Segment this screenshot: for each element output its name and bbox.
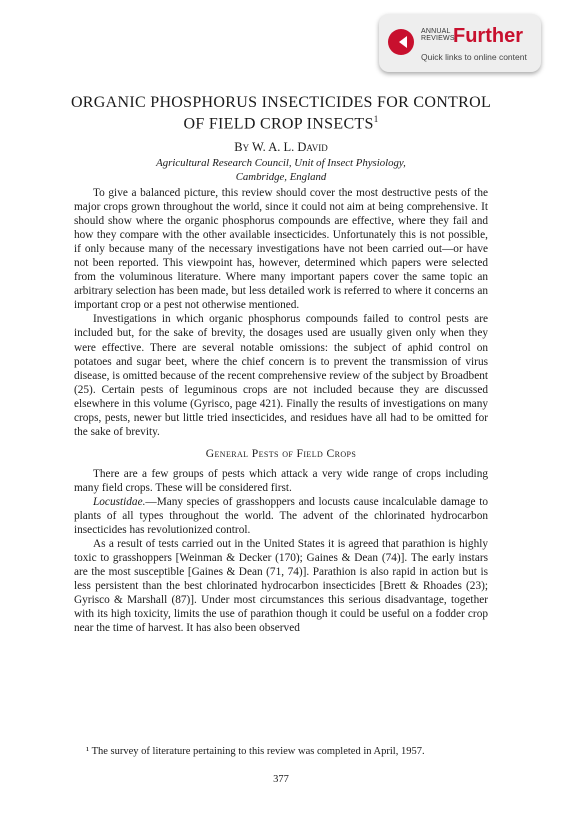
paragraph-intro: To give a balanced picture, this review should cover the most destructive pests of the major crops grown throughout the world, since it could not aim at being comprehensive. It should show where the organic phosphorus compounds are effective, where they fail and how they compare with the other available insecticides. Unfortunately this is not possible, if only because many of the necessary investigations have not been carried out—or have not been reported. This viewpoint has, however, determined which papers were selected from the voluminous literature. Where many important papers cover the same topic an arbitrary selection has been made, but less detailed work is referred to where it concerns an important crop or a pest not otherwise mentioned. (74, 187, 488, 312)
article-title-line-2: OF FIELD CROP INSECTS$^1$ (183, 114, 379, 133)
paragraph-locustidae: Locustidae.—Many species of grasshoppers and locusts cause incalculable damage to plants of all types throughout the world. The advent of the chlorinated hydrocarbon insecticides has revolutionized control. (74, 495, 488, 537)
paragraph-general-pests: There are a few groups of pests which attack a very wide range of crops including many field crops. These will be considered first. (74, 467, 488, 494)
footnote: ¹ The survey of literature pertaining to this review was completed in April, 1957. (86, 746, 425, 757)
badge-subtitle: Quick links to online content (421, 52, 527, 62)
article-body (74, 186, 488, 635)
paragraph-scope: Investigations in which organic phosphorus compounds failed to control pests are included but, for the sake of brevity, the dosages used are usually given only when they were effective. There are several notable omissions: the subject of aphid control on potatoes and sugar beet, where the chief concern is to prevent the transmission of virus disease, is omitted because of the recent comprehensive review of the subject by Broadbent (25). Certain pests of leguminous crops are not included because they are discussed elsewhere in this volume (Gyrisco, page 421). Finally the results of investigations on many crops, pests, newer but little tried insecticides, and residues have all had to be omitted for the sake of brevity. (74, 313, 488, 438)
badge-brand: Further (453, 25, 523, 47)
page-number: 377 (273, 774, 289, 785)
badge-publisher: ANNUAL REVIEWS (421, 28, 455, 42)
author-line: By W. A. L. David (234, 140, 328, 154)
further-badge[interactable] (379, 14, 541, 72)
affiliation: Agricultural Research Council, Unit of Insect Physiology, Cambridge, England (156, 157, 406, 183)
annual-reviews-logo-icon (388, 29, 414, 55)
locustidae-lead: Locustidae. (93, 495, 146, 508)
title-footnote-mark[interactable]: 1 (373, 114, 379, 124)
section-heading: General Pests of Field Crops (205, 446, 357, 460)
article-title-line-1: ORGANIC PHOSPHORUS INSECTICIDES FOR CONTROL (70, 94, 492, 111)
paragraph-parathion: As a result of tests carried out in the United States it is agreed that parathion is highly toxic to grasshoppers [Weinman & Decker (170); Gaines & Dean (74)]. The early instars are the most susceptible [Gaines & Dean (71, 74)]. Parathion is also rapid in action but is less persistent than the best chlorinated hydrocarbon insecticides [Brett & Rhoades (23); Gyrisco & Marshall (87)]. Under most circumstances this serious disadvantage, together with its high toxicity, limits the use of parathion though it could be useful on a fodder crop near the time of harvest. It has also been observed (74, 538, 488, 635)
